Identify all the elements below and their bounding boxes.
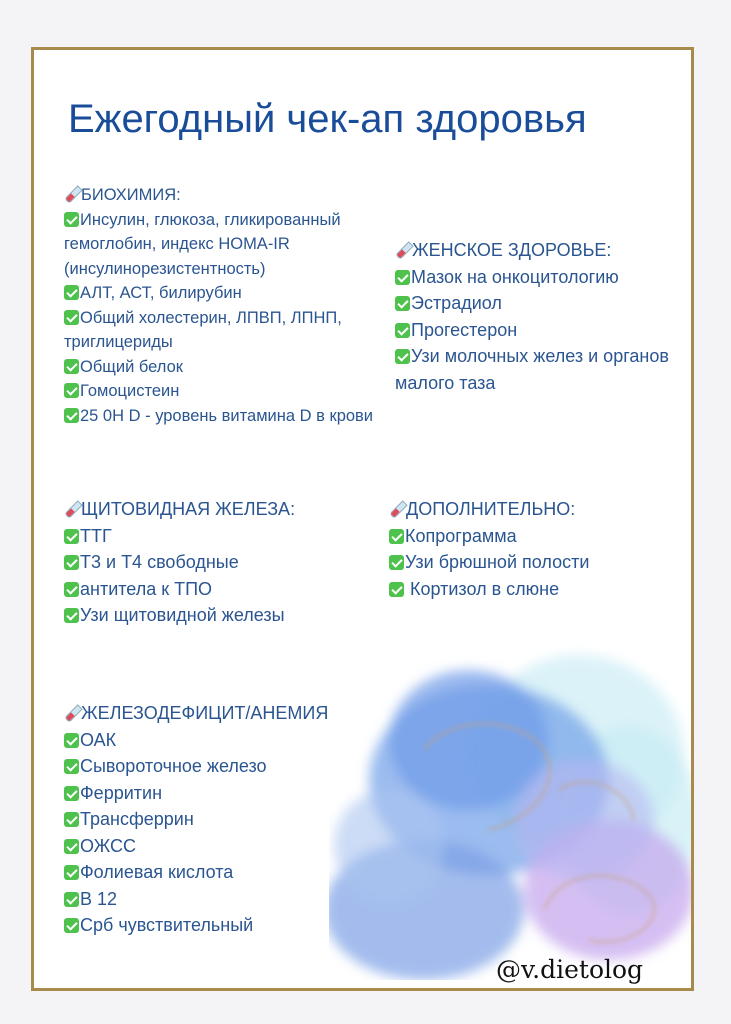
section-heading-text: ЖЕНСКОЕ ЗДОРОВЬЕ:	[412, 240, 612, 260]
list-item-text: ОАК	[80, 729, 117, 750]
check-mark-icon	[64, 759, 79, 774]
test-tube-icon	[64, 186, 80, 202]
list-item-text: Фолиевая кислота	[80, 862, 234, 882]
checkup-card	[31, 47, 694, 991]
list-item	[64, 306, 374, 355]
section-heading-text: БИОХИМИЯ:	[81, 186, 181, 204]
list-item	[64, 912, 364, 939]
check-mark-icon	[389, 555, 404, 570]
check-mark-icon	[64, 383, 79, 398]
check-mark-icon	[64, 555, 79, 570]
list-item	[64, 379, 374, 404]
list-item-text: Узи молочных желез и органов малого таза	[395, 346, 669, 393]
list-item-text: АЛТ, АСТ, билирубин	[80, 284, 242, 302]
list-item	[64, 806, 364, 833]
section-heading	[64, 496, 394, 523]
list-item	[64, 404, 374, 429]
list-item	[64, 780, 364, 807]
list-item-text: антитела к ТПО	[80, 578, 213, 599]
list-item-text: Общий холестерин, ЛПВП, ЛПНП, триглицериды	[64, 308, 342, 351]
check-mark-icon	[389, 582, 404, 597]
list-item	[64, 355, 374, 380]
check-mark-icon	[395, 323, 410, 338]
section-heading-text: ЩИТОВИДНАЯ ЖЕЛЕЗА:	[81, 499, 296, 519]
list-item-text: Сывороточное железо	[80, 756, 267, 776]
check-mark-icon	[64, 608, 79, 623]
section-0	[64, 183, 374, 428]
list-item	[64, 727, 364, 754]
page-title: Ежегодный чек-ап здоровья	[68, 97, 587, 141]
list-item	[64, 208, 374, 282]
list-item	[64, 281, 374, 306]
list-item	[64, 753, 364, 780]
check-mark-icon	[389, 529, 404, 544]
list-item	[395, 317, 694, 344]
section-heading	[64, 183, 374, 208]
list-item	[389, 549, 679, 576]
list-item-text: Узи щитовидной железы	[80, 605, 285, 625]
list-item-text: В 12	[80, 888, 118, 909]
list-item	[64, 576, 394, 603]
list-item-text: Эстрадиол	[411, 293, 502, 313]
check-mark-icon	[395, 296, 410, 311]
check-mark-icon	[64, 865, 79, 880]
list-item-text: Ферритин	[80, 782, 163, 803]
check-mark-icon	[64, 786, 79, 801]
section-heading	[64, 700, 364, 727]
check-mark-icon	[64, 285, 79, 300]
list-item-text: Мазок на онкоцитологию	[411, 266, 619, 287]
list-item	[64, 886, 364, 913]
list-item-text: Гомоцистеин	[80, 382, 180, 400]
test-tube-icon	[395, 242, 411, 258]
check-mark-icon	[64, 839, 79, 854]
list-item	[64, 833, 364, 860]
list-item-text: Копрограмма	[405, 525, 517, 546]
list-item	[395, 343, 694, 396]
test-tube-icon	[64, 705, 80, 721]
check-mark-icon	[64, 310, 79, 325]
list-item-text: Общий белок	[80, 357, 183, 376]
check-mark-icon	[395, 270, 410, 285]
list-item	[64, 523, 394, 550]
section-heading	[395, 237, 694, 264]
section-1	[395, 237, 694, 396]
check-mark-icon	[64, 582, 79, 597]
check-mark-icon	[64, 812, 79, 827]
list-item-text: Кортизол в слюне	[405, 578, 560, 599]
list-item-text: Прогестерон	[411, 319, 518, 340]
check-mark-icon	[64, 359, 79, 374]
test-tube-icon	[389, 501, 405, 517]
section-heading	[389, 496, 679, 523]
list-item-text: Т3 и Т4 свободные	[80, 552, 239, 572]
instagram-handle: @v.dietolog	[496, 955, 644, 984]
list-item-text: Трансферрин	[80, 809, 194, 829]
check-mark-icon	[64, 408, 79, 423]
list-item-text: Срб чувствительный	[80, 915, 254, 935]
watercolor-decoration	[329, 620, 694, 980]
section-4	[64, 700, 364, 939]
list-item	[389, 576, 679, 603]
list-item-text: ОЖСС	[80, 835, 137, 856]
check-mark-icon	[395, 349, 410, 364]
list-item	[64, 602, 394, 629]
test-tube-icon	[64, 501, 80, 517]
list-item-text: Инсулин, глюкоза, гликированный гемоглобин, индекс HOMA-IR (инсулинорезистентность)	[64, 210, 341, 278]
list-item-text: 25 0H D - уровень витамина D в крови	[80, 406, 374, 425]
section-heading-text: ДОПОЛНИТЕЛЬНО:	[406, 499, 576, 519]
check-mark-icon	[64, 733, 79, 748]
list-item	[64, 859, 364, 886]
list-item-text: Узи брюшной полости	[405, 552, 590, 572]
list-item	[389, 523, 679, 550]
section-2	[64, 496, 394, 629]
list-item-text: ТТГ	[80, 525, 112, 546]
list-item	[395, 290, 694, 317]
check-mark-icon	[64, 529, 79, 544]
section-3	[389, 496, 679, 602]
check-mark-icon	[64, 918, 79, 933]
list-item	[64, 549, 394, 576]
section-heading-text: ЖЕЛЕЗОДЕФИЦИТ/АНЕМИЯ	[81, 703, 329, 723]
list-item	[395, 264, 694, 291]
check-mark-icon	[64, 212, 79, 227]
check-mark-icon	[64, 892, 79, 907]
